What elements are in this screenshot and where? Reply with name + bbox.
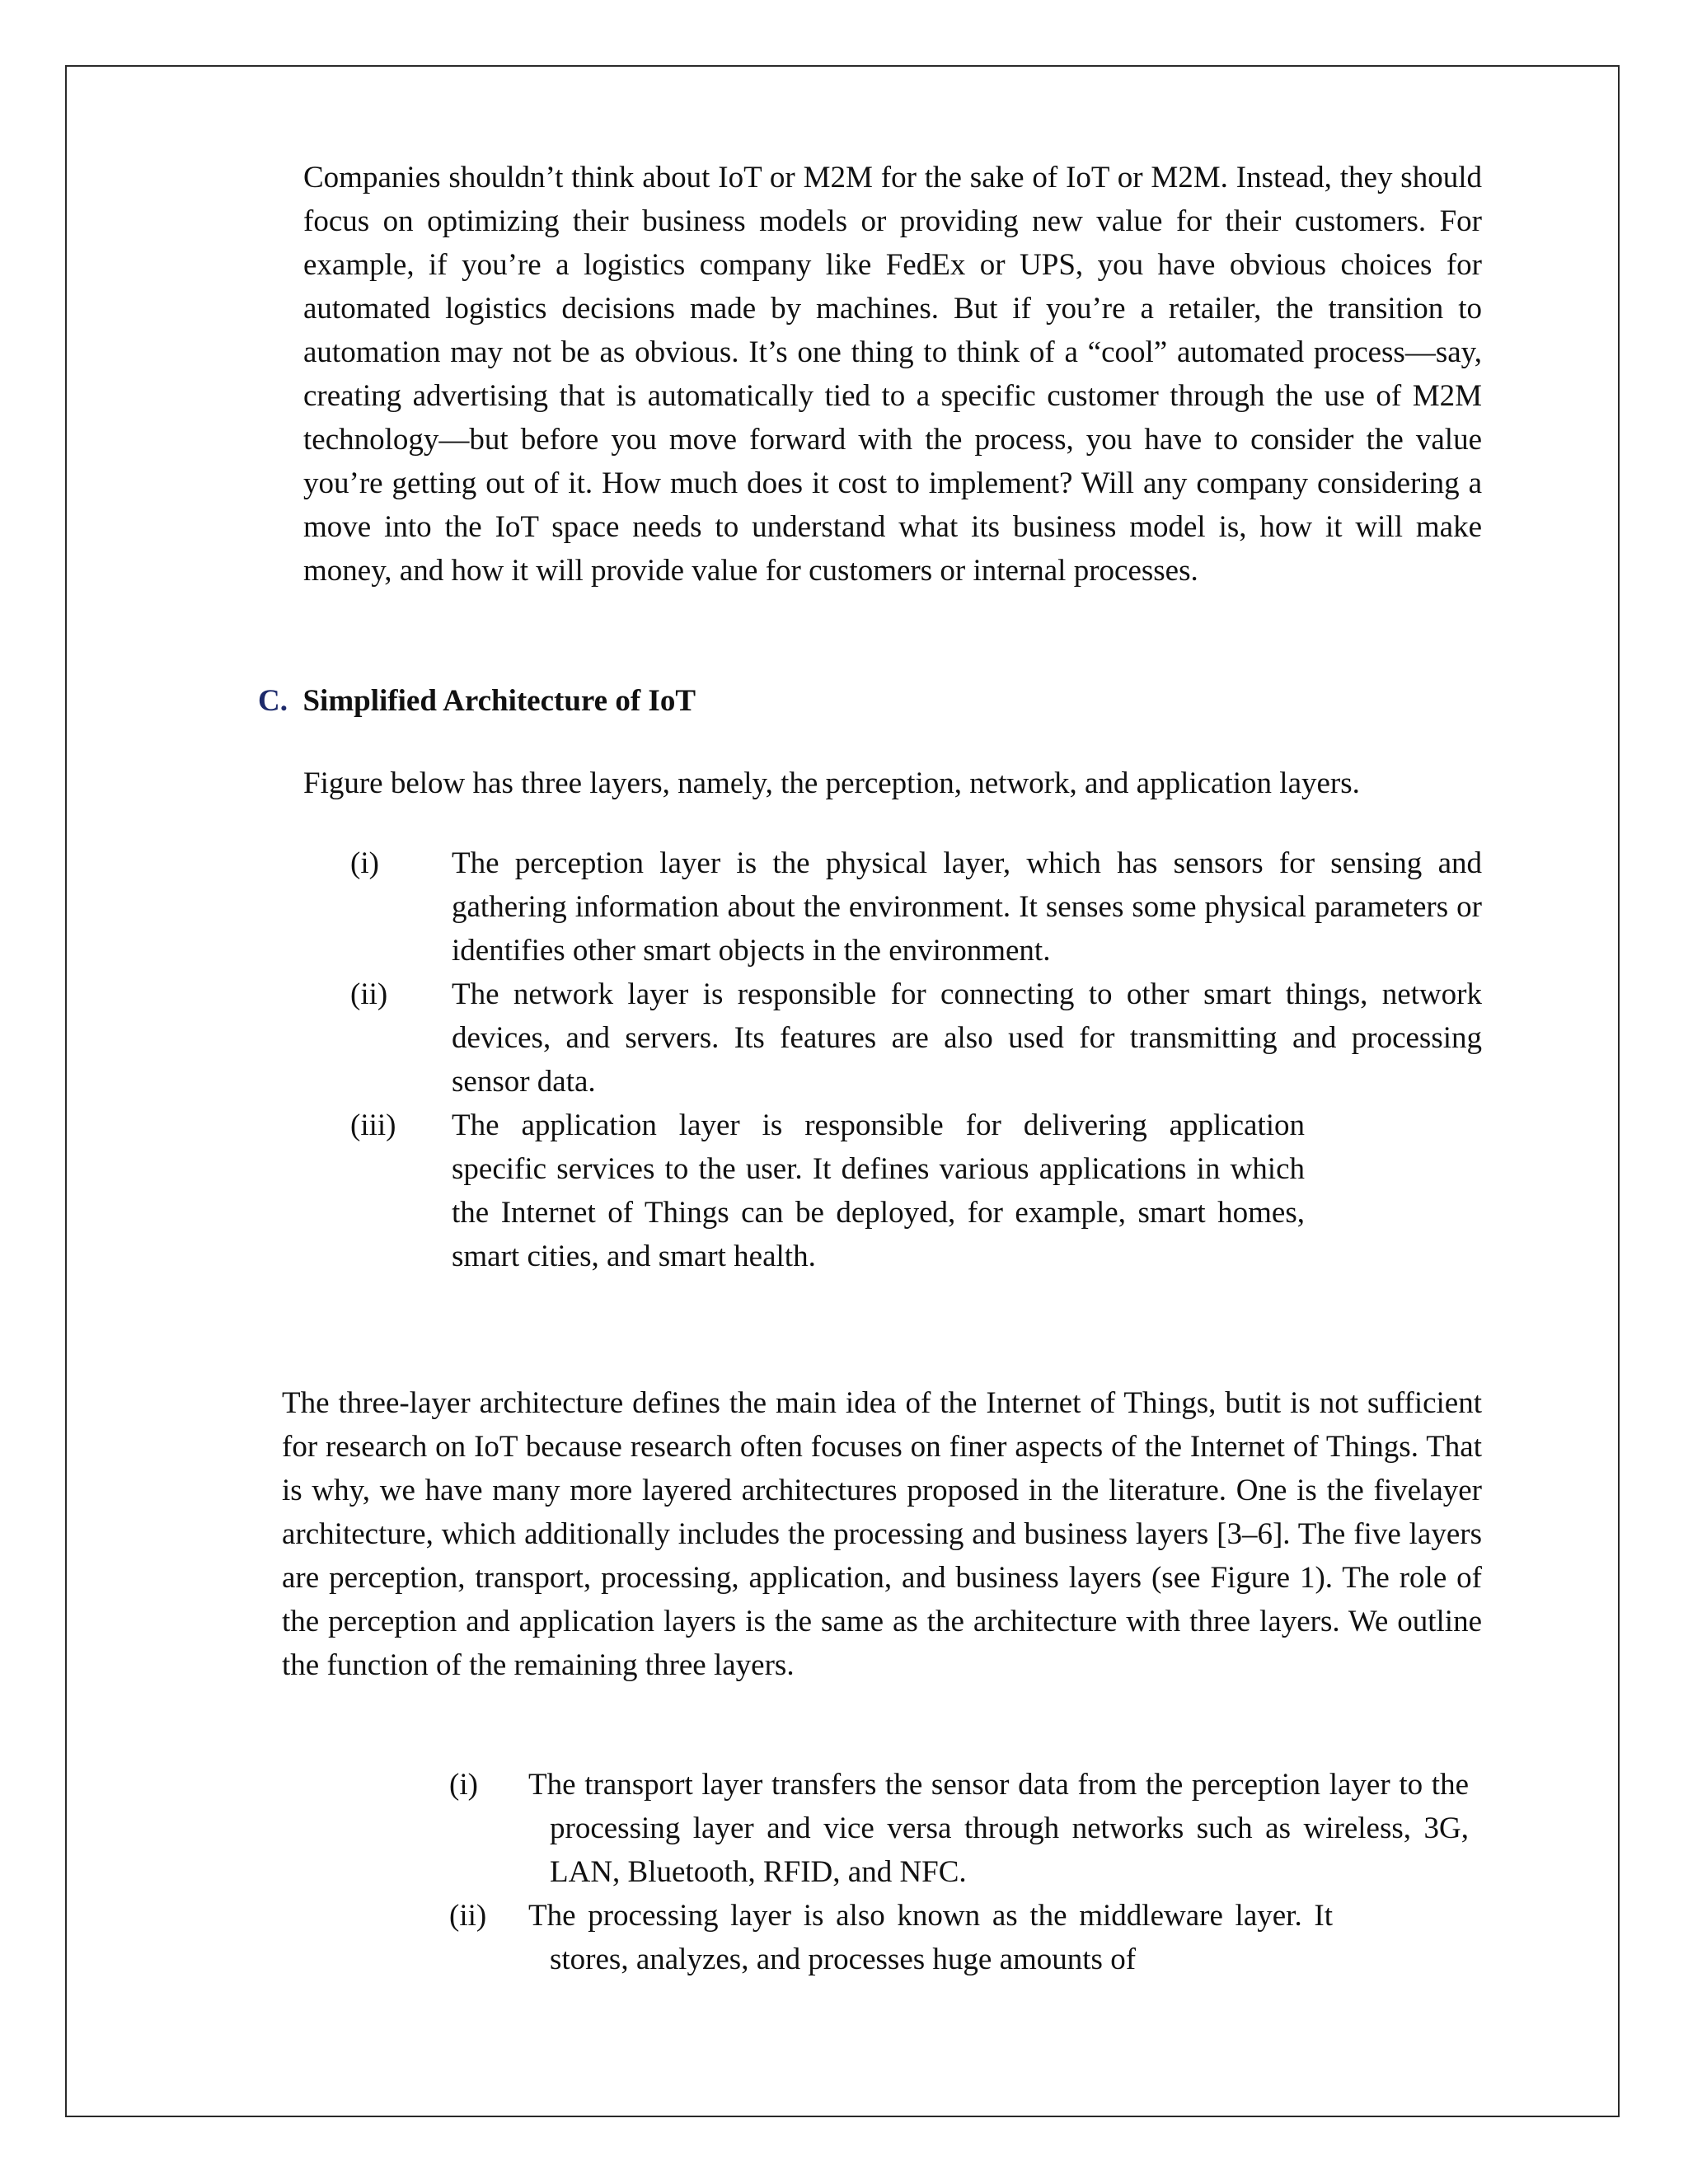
list-marker: (ii) <box>350 977 388 1011</box>
list-item-text: The application layer is responsible for delivering application specific services to the user. It defines various applications in which the Internet of Things can be deployed, for example, smart homes, smart cities, and smart health. <box>452 1108 1305 1273</box>
list-item-text: The network layer is responsible for connecting to other smart things, network devices, and servers. Its features are also used for transmitting and processing sensor data. <box>452 977 1482 1099</box>
section-letter: C. <box>258 684 288 718</box>
list-item-text: The perception layer is the physical layer, which has sensors for sensing and gathering information about the environment. It senses some physical parameters or identifies other smart objects in the environment. <box>452 846 1482 968</box>
figure-sentence: Figure below has three layers, namely, the perception, network, and application layers. <box>303 766 1360 800</box>
architecture-paragraph: The three-layer architecture defines the main idea of the Internet of Things, butit is not sufficient for research on IoT because research often focuses on finer aspects of the Internet of Things. That is why, we have many more layered architectures proposed in the literature. One is the fivelayer architecture, which additionally includes the processing and business layers [3–6]. The five layers are perception, transport, processing, application, and business layers (see Figure 1). The role of the perception and application layers is the same as the architecture with three layers. We outline the function of the remaining three layers. <box>282 1386 1482 1682</box>
section-title: Simplified Architecture of IoT <box>302 684 696 718</box>
three-layer-list <box>350 841 1482 1278</box>
intro-paragraph: Companies shouldn’t think about IoT or M2M for the sake of IoT or M2M. Instead, they should focus on optimizing their business models or providing new value for their customers. For example, if you’re a logistics company like FedEx or UPS, you have obvious choices for automated logistics decisions made by machines. But if you’re a retailer, the transition to automation may not be as obvious. It’s one thing to think of a “cool” automated process—say, creating advertising that is automatically tied to a specific customer through the use of M2M technology—but before you move forward with the process, you have to consider the value you’re getting out of it. How much does it cost to implement? Will any company considering a move into the IoT space needs to understand what its business model is, how it will make money, and how it will provide value for customers or internal processes. <box>303 161 1482 588</box>
list-marker: (i) <box>449 1768 478 1802</box>
list-marker: (ii) <box>449 1899 487 1933</box>
list-marker: (i) <box>350 846 379 880</box>
list-item <box>449 1894 1469 1981</box>
list-item <box>350 1104 1482 1278</box>
list-item <box>350 841 1482 972</box>
list-item-text: The transport layer transfers the sensor data from the perception layer to the processing layer and vice versa through networks such as wireless, 3G, LAN, Bluetooth, RFID, and NFC. <box>528 1768 1469 1889</box>
section-heading <box>258 679 696 723</box>
list-item <box>350 972 1482 1104</box>
list-item-text: The processing layer is also known as the middleware layer. It stores, analyzes, and processes huge amounts of <box>528 1899 1333 1976</box>
remaining-layers-list <box>449 1763 1469 1981</box>
list-marker: (iii) <box>350 1108 396 1142</box>
list-item <box>449 1763 1469 1894</box>
